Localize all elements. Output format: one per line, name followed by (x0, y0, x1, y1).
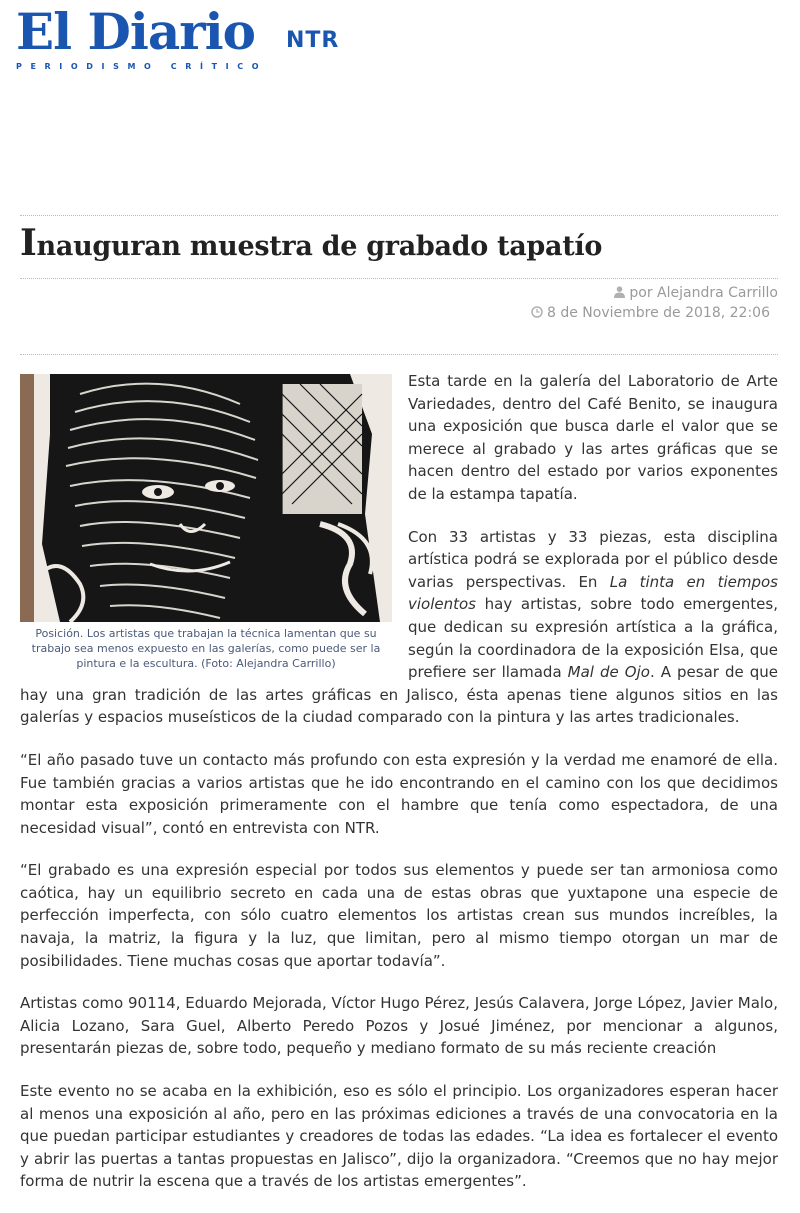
logo-ntr[interactable]: NTR (286, 28, 340, 53)
article-photo[interactable] (20, 374, 392, 622)
photo-caption: Posición. Los artistas que trabajan la técnica lamentan que su trabajo sea menos expuesto en las galerías, como puede ser la pintura e la escultura. (Foto: Alejandra Carrillo) (31, 627, 381, 670)
artist-alias: Mal de Ojo (567, 663, 650, 682)
user-icon (614, 286, 625, 298)
dateline (531, 305, 770, 321)
divider-headline (20, 278, 778, 279)
article-body (20, 370, 778, 1213)
divider-top (20, 215, 778, 216)
paragraph-2-text-b: hay artistas, sobre todo emergentes, que dedican su expresión artística a la gráfica, según la coordinadora de la exposición Elsa, que prefiere ser llamada (408, 595, 778, 682)
paragraph-6: Este evento no se acaba en la exhibición, eso es sólo el principio. Los organizadores esperan hacer al menos una exposición al año, pero en las próximas ediciones a través de una convocatoria en la que puedan participar estudiantes y creadores de todas las edades. “La idea es fortalecer el evento y abrir las puertas a tantas propuestas en Jalisco”, dijo la organizadora. “Creemos que no hay mejor forma de nutrir la escena que a través de los artistas emergentes”. (20, 1082, 778, 1191)
paragraph-1: Esta tarde en la galería del Laboratorio de Arte Variedades, dentro del Café Benito, se inaugura una exposición que busca darle el valor que se merece al grabado y las artes gráficas que se hacen dentro del estado por varios exponentes de la estampa tapatía. (408, 372, 778, 503)
paragraph-5: Artistas como 90114, Eduardo Mejorada, Víctor Hugo Pérez, Jesús Calavera, Jorge López, Javier Malo, Alicia Lozano, Sara Guel, Alberto Peredo Pozos y Josué Jiménez, por mencionar a algunos, presentarán piezas de, sobre todo, pequeño y mediano formato de su más reciente creación (20, 994, 778, 1058)
logo-el-diario[interactable]: El Diario (16, 2, 255, 61)
paragraph-4: “El grabado es una expresión especial por todos sus elementos y puede ser tan armoniosa como caótica, hay un equilibrio secreto en cada una de estas obras que yuxtapone una especie de perfección imperfecta, con sólo cuatro elementos los artistas crean sus mundos increíbles, la navaja, la matriz, la figura y la luz, que limitan, pero al mismo tiempo otorgan un mar de posibilidades. Tiene muchas cosas que aportar todavía”. (20, 861, 778, 970)
clock-icon (531, 306, 543, 318)
paragraph-2-text-a: Con 33 artistas y 33 piezas, esta disciplina artística podrá se explorada por el público desde varias perspectivas. En (408, 527, 778, 591)
paragraph-3: “El año pasado tuve un contacto más profundo con esta expresión y la verdad me enamoré de ella. Fue también gracias a varios artistas que he ido encontrando en el camino con los que decidimos montar esta exposición primeramente con el hambre que tenía como espectadora, de una necesidad visual”, contó en entrevista con NTR. (20, 750, 778, 837)
byline (614, 285, 778, 301)
headline-initial: I (20, 222, 37, 264)
exhibition-title: La tinta en tiempos violentos (408, 572, 778, 614)
article-headline (20, 222, 602, 268)
divider-meta (20, 354, 778, 355)
publish-date: 8 de Noviembre de 2018, 22:06 (547, 305, 770, 321)
logo-tagline: PERIODISMO CRÍTICO (16, 62, 268, 71)
article-figure (20, 374, 392, 671)
author-name[interactable]: por Alejandra Carrillo (629, 285, 778, 301)
paragraph-2-text-c: . A pesar de que hay una gran tradición de las artes gráficas en Jalisco, ésta apenas tiene algunos sitios en las galerías y espacios museísticos de la ciudad comparado con la pintura y las artes tradicionales. (20, 663, 778, 727)
masthead[interactable] (16, 2, 396, 76)
headline-text: nauguran muestra de grabado tapatío (36, 231, 603, 262)
